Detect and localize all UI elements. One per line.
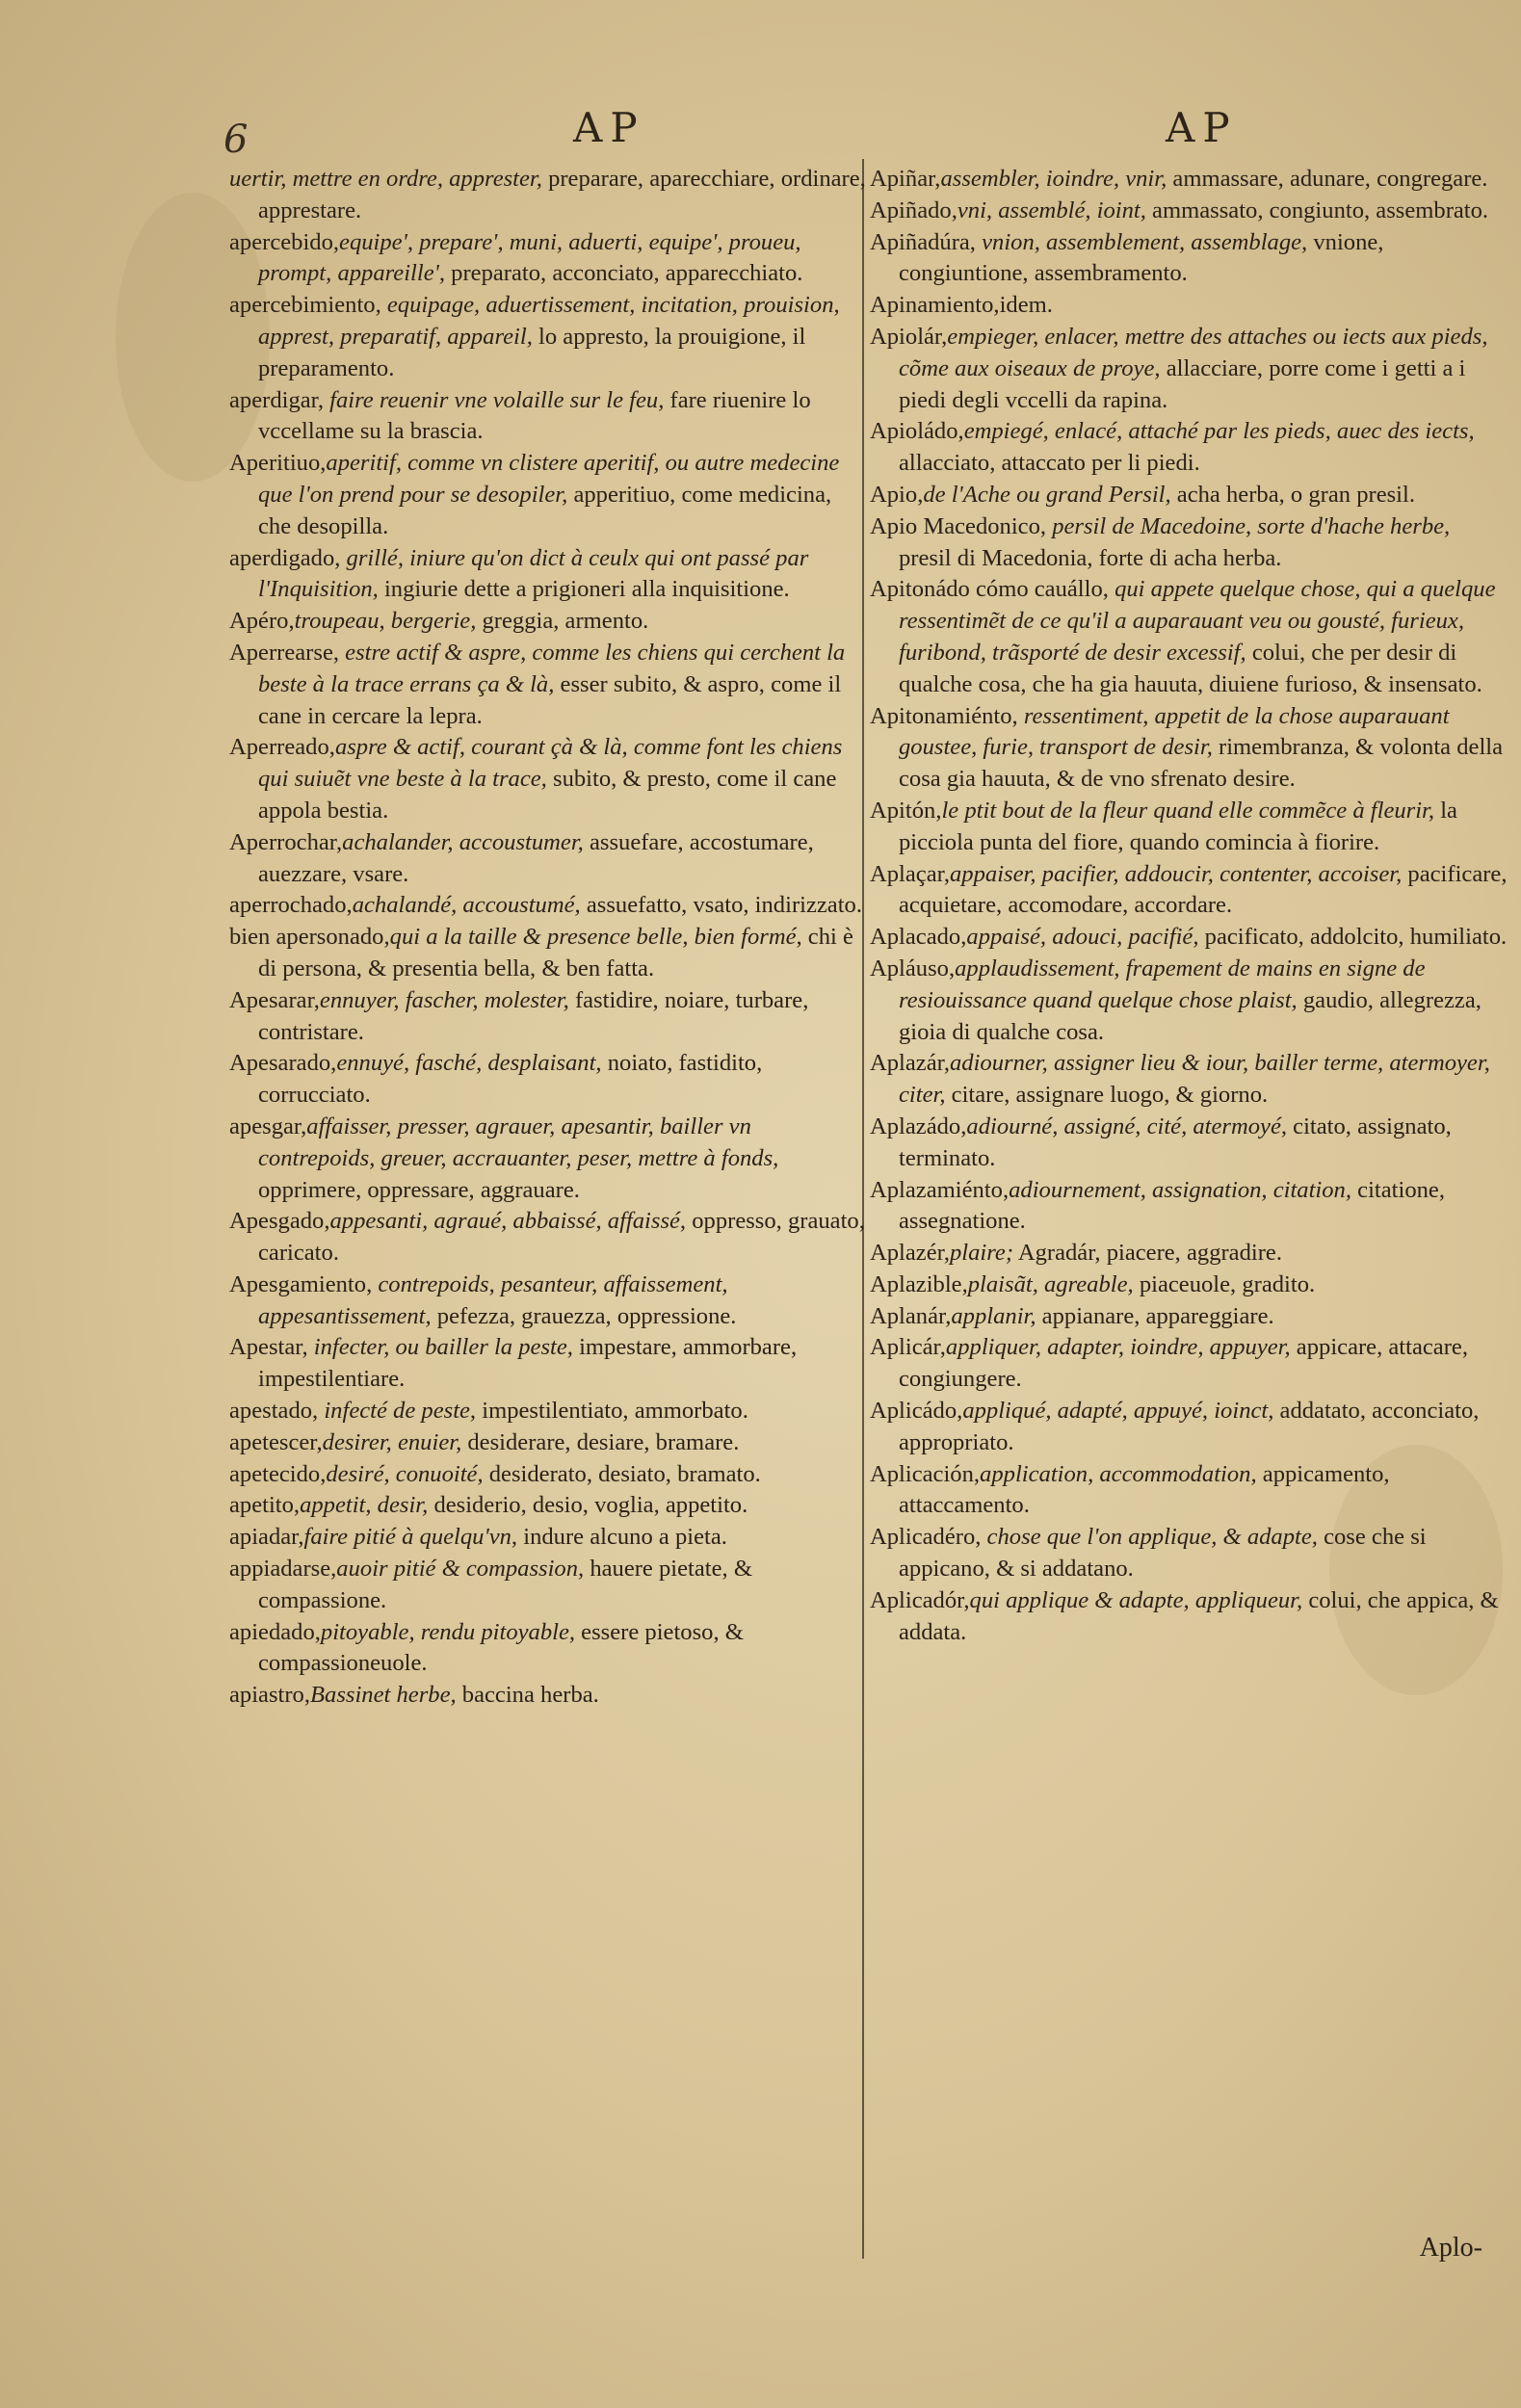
entry-french-gloss: chose que l'on applique, & adapte, <box>981 1524 1318 1551</box>
entry-italian-gloss: desiderare, desiare, bramare. <box>461 1428 740 1455</box>
entry-headword: Aperrearse, <box>229 639 340 666</box>
entry-french-gloss: faire reuenir vne volaille sur le feu, <box>324 386 665 413</box>
entry-italian-gloss: ammassato, congiunto, assembrato. <box>1145 196 1489 223</box>
entry-french-gloss: achalandé, accoustumé, <box>352 892 581 919</box>
entry-italian-gloss: assuefatto, vsato, indirizzato. <box>580 892 862 919</box>
entry-headword: apercebimiento <box>229 292 376 319</box>
dictionary-entry <box>870 1112 1508 1175</box>
entry-french-gloss: persil de Macedoine, sorte d'hache herbe, <box>1046 512 1451 539</box>
entry-french-gloss: plaisãt, agreable, <box>967 1270 1134 1297</box>
entry-french-gloss: contrepoids, pesanteur, affaissement, appesantissement, <box>258 1270 728 1329</box>
dictionary-entry <box>229 1112 870 1206</box>
entry-italian-gloss: greggia, armento. <box>476 608 649 635</box>
dictionary-entry <box>870 701 1508 796</box>
entry-italian-gloss: la picciola punta del fiore, quando comincia à fiorire. <box>899 797 1457 855</box>
page-number: 6 <box>223 118 249 162</box>
entry-headword: Aplicádo, <box>870 1398 963 1425</box>
dictionary-entry <box>229 922 870 985</box>
entry-french-gloss: appaisé, adouci, pacifié, <box>966 924 1199 951</box>
entry-italian-gloss: ingiurie dette a prigioneri alla inquisitione. <box>378 576 790 603</box>
entry-french-gloss: aspre & actif, courant çà & là, comme font les chiens qui suiuẽt vne beste à la trace, <box>258 734 843 793</box>
dictionary-entry <box>870 1522 1508 1585</box>
entry-italian-gloss: essere pietoso, & compassioneuole. <box>258 1618 744 1677</box>
entry-italian-gloss: assuefare, accostumare, auezzare, vsare. <box>258 828 814 887</box>
entry-headword: apesgar, <box>229 1112 307 1139</box>
entry-french-gloss: appesanti, agraué, abbaissé, affaissé, <box>329 1208 687 1235</box>
entry-italian-gloss: cose che si appicano, & si addatano. <box>899 1524 1427 1583</box>
entry-italian-gloss: colui, che per desir di qualche cosa, che ha gia hauuta, diuiene furioso, & insensato. <box>899 639 1482 697</box>
entry-french-gloss: estre actif & aspre, comme les chiens qui cerchent la beste à la trace errans ça & là, <box>258 639 846 697</box>
entry-italian-gloss: subito, & presto, come il cane appola bestia. <box>258 766 837 824</box>
entry-french-gloss: equipe', prepare', muni, aduerti, equipe', proueu, prompt, appareille', <box>258 228 801 287</box>
dictionary-entry <box>870 922 1508 954</box>
entry-headword: apestado, <box>229 1398 319 1425</box>
entry-italian-gloss: gaudio, allegrezza, gioia di qualche cosa. <box>899 986 1482 1045</box>
entry-french-gloss: affaisser, presser, agrauer, apesantir, bailler vn contrepoids, greuer, accrauanter, peser, mettre à fonds, <box>258 1112 779 1171</box>
entry-italian-gloss: noiato, fastidito, corrucciato. <box>258 1050 763 1109</box>
entry-french-gloss: desirer, enuier, <box>322 1428 462 1455</box>
entry-french-gloss: desiré, conuoité, <box>326 1460 484 1487</box>
entry-french-gloss: ressentiment, appetit de la chose auparauant goustee, furie, transport de desir, <box>899 702 1450 761</box>
entry-french-gloss: grillé, iniure qu'on dict à ceulx qui ont passé par l'Inquisition, <box>258 544 809 603</box>
entry-french-gloss: qui appete quelque chose, qui a quelque ressentimẽt de ce qu'il a auparauant veu ou gousté, furieux, furibond, trãsporté de desir excessif, <box>899 576 1496 666</box>
entry-headword: Aplicadéro, <box>870 1524 982 1551</box>
left-column <box>229 164 870 1712</box>
dictionary-entry <box>870 954 1508 1048</box>
entry-headword: Apesgado, <box>229 1208 330 1235</box>
dictionary-entry <box>229 890 870 922</box>
entry-italian-gloss: piaceuole, gradito. <box>1133 1270 1316 1297</box>
entry-french-gloss: applaudissement, frapement de mains en signe de resiouissance quand quelque chose plaist, <box>899 955 1426 1013</box>
dictionary-entry <box>229 227 870 291</box>
entry-italian-gloss: lo apprestо, la prouigione, il preparamento. <box>258 323 806 381</box>
entry-italian-gloss: presil di Macedonia, forte di acha herba. <box>899 544 1282 571</box>
dictionary-entry <box>229 1490 870 1522</box>
entry-headword: Apio, <box>870 481 924 508</box>
entry-headword: Apesarar, <box>229 986 320 1013</box>
dictionary-entry <box>870 164 1508 196</box>
dictionary-entry <box>229 985 870 1049</box>
entry-headword: appiadarse, <box>229 1556 337 1583</box>
entry-headword: Aperitiuo, <box>229 450 327 477</box>
dictionary-entry <box>870 796 1508 859</box>
dictionary-entry <box>870 1396 1508 1459</box>
dictionary-entry <box>870 1301 1508 1333</box>
entry-headword: apetito, <box>229 1492 301 1519</box>
entry-italian-gloss: pacificare, acquietare, accomodare, accordare. <box>899 860 1508 919</box>
entry-italian-gloss: allacciare, porre come i getti a i piedi degli vccelli da rapina. <box>899 354 1466 413</box>
entry-italian-gloss: allacciato, attaccato per li piedi. <box>899 450 1200 477</box>
dictionary-entry <box>229 827 870 891</box>
entry-french-gloss: faire pitié à quelqu'vn, <box>303 1524 518 1551</box>
entry-french-gloss: Bassinet herbe, <box>310 1682 457 1709</box>
entry-headword: Aperreado, <box>229 734 335 761</box>
entry-french-gloss: de l'Ache ou grand Persil, <box>923 481 1171 508</box>
entry-headword: Apitón, <box>870 797 942 824</box>
entry-italian-gloss: desiderio, desio, voglia, appetito. <box>428 1492 748 1519</box>
entry-italian-gloss: citatione, assegnatione. <box>899 1176 1445 1235</box>
entry-french-gloss: infecter, ou bailler la peste, <box>307 1334 573 1361</box>
entry-french-gloss: le ptit bout de la fleur quand elle commẽce à fleurir, <box>941 797 1435 824</box>
entry-headword: aperdigar, <box>229 386 325 413</box>
dictionary-entry <box>870 227 1508 291</box>
entry-french-gloss: empiegé, enlacé, attaché par les pieds, auec des iects, <box>963 418 1475 445</box>
entry-headword: Apestar, <box>229 1334 308 1361</box>
entry-headword: aperdigado, <box>229 544 341 571</box>
entry-headword: Aplaçar, <box>870 860 950 887</box>
entry-italian-gloss: hauere pietate, & compassione. <box>258 1556 752 1613</box>
dictionary-entry <box>870 1585 1508 1649</box>
entry-french-gloss: adiourner, assigner lieu & iour, bailler terme, atermoyer, citer, <box>899 1050 1490 1109</box>
entry-headword: aperrochado, <box>229 892 353 919</box>
entry-headword: Aplicár, <box>870 1334 946 1361</box>
entry-italian-gloss: idem. <box>999 292 1053 319</box>
entry-headword: Apesgamiento, <box>229 1270 373 1297</box>
dictionary-entry <box>229 1459 870 1491</box>
dictionary-entry <box>870 1048 1508 1112</box>
entry-headword: apiedado, <box>229 1618 321 1645</box>
dictionary-entry <box>870 859 1508 923</box>
entry-french-gloss: vni, assemblé, ioint, <box>957 196 1146 223</box>
dictionary-entry <box>870 416 1508 480</box>
catchword: Aplo- <box>1419 2233 1482 2263</box>
entry-french-gloss: ennuyé, fasché, desplaisant, <box>336 1050 602 1077</box>
entry-headword: Aplacado, <box>870 924 967 951</box>
entry-headword: apiastro, <box>229 1682 311 1709</box>
dictionary-entry <box>229 638 870 732</box>
entry-italian-gloss: citare, assignare luogo, & giorno. <box>945 1082 1269 1109</box>
entry-french-gloss: ennuyer, fascher, molester, <box>319 986 569 1013</box>
entry-french-gloss: appliquer, adapter, ioindre, appuyer, <box>945 1334 1291 1361</box>
entry-french-gloss: plaire; <box>950 1240 1014 1267</box>
entry-headword: apetecido, <box>229 1460 327 1487</box>
entry-french-gloss: aperitif, comme vn clistere aperitif, ou autre medecine que l'on prend pour se desopiler, <box>258 450 840 508</box>
entry-headword: Aperrochar, <box>229 828 343 855</box>
entry-italian-gloss: esser subito, & aspro, come il cane in cercare la lepra. <box>258 670 842 729</box>
entry-french-gloss: pitoyable, rendu pitoyable, <box>320 1618 576 1645</box>
entry-italian-gloss: acha herba, o gran presil. <box>1170 481 1415 508</box>
entry-italian-gloss: fare riuenire lo vccellame su la brascia. <box>258 386 811 445</box>
entry-headword: bien apersonado, <box>229 924 390 951</box>
entry-french-gloss: empieger, enlacer, mettre des attaches ou iects aux pieds, cõme aux oiseaux de proye, <box>899 323 1488 381</box>
entry-headword: Aplanár, <box>870 1302 952 1329</box>
entry-italian-gloss: Agradár, piacere, aggradire. <box>1013 1240 1282 1267</box>
dictionary-entry <box>229 606 870 638</box>
dictionary-entry <box>229 1554 870 1617</box>
dictionary-entry <box>229 1206 870 1269</box>
entry-italian-gloss: appicare, attacare, congiungere. <box>899 1334 1468 1393</box>
right-column <box>870 164 1508 1648</box>
entry-french-gloss: , equipage, aduertissement, incitation, prouision, apprest, preparatif, appareil, <box>258 292 840 350</box>
entry-headword: Apiolár, <box>870 323 948 350</box>
entry-headword: Apitonamiénto, <box>870 702 1018 729</box>
entry-italian-gloss: chi è di persona, & presentia bella, & ben fatta. <box>258 924 853 982</box>
dictionary-entry <box>229 1680 870 1712</box>
dictionary-entry <box>229 543 870 607</box>
dictionary-entry <box>229 1332 870 1396</box>
entry-headword: Apláuso, <box>870 955 956 982</box>
entry-french-gloss: qui applique & adapte, appliqueur, <box>969 1586 1303 1613</box>
entry-italian-gloss: pacificato, addolcito, humiliato. <box>1198 924 1508 951</box>
running-head-left: AP <box>573 104 645 151</box>
entry-french-gloss: adiourné, assigné, cité, atermoyé, <box>966 1112 1288 1139</box>
entry-italian-gloss: baccina herba. <box>456 1682 599 1709</box>
dictionary-entry <box>229 164 870 227</box>
dictionary-entry <box>229 448 870 542</box>
dictionary-entry <box>870 1459 1508 1523</box>
entry-headword: Aplazár, <box>870 1050 950 1077</box>
entry-french-gloss: application, accommodation, <box>980 1460 1257 1487</box>
dictionary-entry <box>229 385 870 449</box>
dictionary-entry <box>229 290 870 384</box>
entry-italian-gloss: impestilentiato, ammorbato. <box>476 1398 748 1425</box>
dictionary-entry <box>229 1269 870 1333</box>
dictionary-entry <box>229 1427 870 1459</box>
entry-french-gloss: appliqué, adapté, appuyé, ioinct, <box>962 1398 1274 1425</box>
dictionary-entry <box>870 1238 1508 1269</box>
dictionary-entry <box>870 1175 1508 1239</box>
entry-headword: Aplazér, <box>870 1240 950 1267</box>
entry-french-gloss: vnion, assemblement, assemblage, <box>975 228 1308 255</box>
entry-italian-gloss: rimembranza, & volonta della cosa gia hauuta, & de vno sfrenato desire. <box>899 734 1504 793</box>
entry-headword: apiadar, <box>229 1524 304 1551</box>
dictionary-entry <box>229 1048 870 1112</box>
dictionary-entry <box>229 1617 870 1681</box>
entry-italian-gloss: opprimere, oppressare, aggrauare. <box>258 1176 580 1203</box>
entry-headword: Apiñar, <box>870 166 941 192</box>
entry-headword: apetescer, <box>229 1428 323 1455</box>
entry-italian-gloss: impestare, ammorbare, impestilentiare. <box>258 1334 798 1393</box>
entry-french-gloss: achalander, accoustumer, <box>342 828 584 855</box>
entry-italian-gloss: desiderato, desiato, bramato. <box>483 1460 761 1487</box>
dictionary-entry <box>229 1396 870 1427</box>
entry-french-gloss: auoir pitié & compassion, <box>336 1556 585 1583</box>
entry-italian-gloss: indure alcuno a pieta. <box>517 1524 727 1551</box>
entry-headword: Aplicación, <box>870 1460 981 1487</box>
entry-italian-gloss: ammassare, adunare, congregare. <box>1167 166 1488 192</box>
entry-french-gloss: troupeau, bergerie, <box>294 608 477 635</box>
entry-headword: Apiñadúra, <box>870 228 976 255</box>
dictionary-entry <box>870 511 1508 575</box>
dictionary-entry <box>870 1332 1508 1396</box>
dictionary-entry <box>870 196 1508 227</box>
entry-french-gloss: appaiser, pacifier, addoucir, contenter, accoiser, <box>950 860 1403 887</box>
entry-italian-gloss: vnione, congiuntione, assembramento. <box>899 228 1384 287</box>
entry-french-gloss: infecté de peste, <box>318 1398 477 1425</box>
entry-headword: Apéro, <box>229 608 295 635</box>
entry-french-gloss: applanir, <box>951 1302 1036 1329</box>
dictionary-entry <box>229 1522 870 1554</box>
dictionary-entry <box>870 322 1508 416</box>
entry-italian-gloss: citato, assignato, terminato. <box>899 1112 1452 1171</box>
entry-italian-gloss: preparare, aparecchiare, ordinare, apprestare. <box>258 166 866 223</box>
entry-headword: Apio Macedonico, <box>870 512 1047 539</box>
entry-italian-gloss: colui, che appica, & addata. <box>899 1586 1499 1645</box>
entry-french-gloss: appetit, desir, <box>300 1492 429 1519</box>
entry-headword: Apioládo, <box>870 418 964 445</box>
entry-italian-gloss: apperitiuo, come medicina, che desopilla. <box>258 481 832 539</box>
entry-french-gloss: uertir, mettre en ordre, apprester, <box>229 166 542 192</box>
entry-italian-gloss: oppresso, grauato, caricato. <box>258 1208 865 1267</box>
entry-french-gloss: adiournement, assignation, citation, <box>1009 1176 1352 1203</box>
entry-italian-gloss: preparato, acconciato, apparecchiato. <box>445 260 803 287</box>
entry-headword: Aplazamiénto, <box>870 1176 1010 1203</box>
entry-italian-gloss: addatato, acconciato, appropriato. <box>899 1398 1480 1455</box>
entry-italian-gloss: appicamento, attaccamento. <box>899 1460 1390 1519</box>
entry-headword: Apiñado, <box>870 196 957 223</box>
entry-french-gloss: qui a la taille & presence belle, bien formé, <box>389 924 802 951</box>
entry-italian-gloss: fastidire, noiare, turbare, contristare. <box>258 986 809 1045</box>
entry-headword: Apitonádo cómo cauállo, <box>870 576 1109 603</box>
running-head-right: AP <box>1166 104 1238 151</box>
entry-headword: Aplazádo, <box>870 1112 967 1139</box>
dictionary-entry <box>870 290 1508 322</box>
entry-headword: Apinamiento, <box>870 292 1000 319</box>
entry-headword: apercebido, <box>229 228 340 255</box>
entry-headword: Aplazible, <box>870 1270 968 1297</box>
dictionary-entry <box>229 732 870 826</box>
dictionary-entry <box>870 480 1508 511</box>
entry-french-gloss: assembler, ioindre, vnir, <box>940 166 1167 192</box>
entry-italian-gloss: appianare, appareggiare. <box>1036 1302 1274 1329</box>
dictionary-entry <box>870 1269 1508 1301</box>
entry-headword: Apesarado, <box>229 1050 337 1077</box>
entry-italian-gloss: pefezza, grauezza, oppressione. <box>431 1302 737 1329</box>
entry-headword: Aplicadór, <box>870 1586 970 1613</box>
dictionary-entry <box>870 574 1508 700</box>
